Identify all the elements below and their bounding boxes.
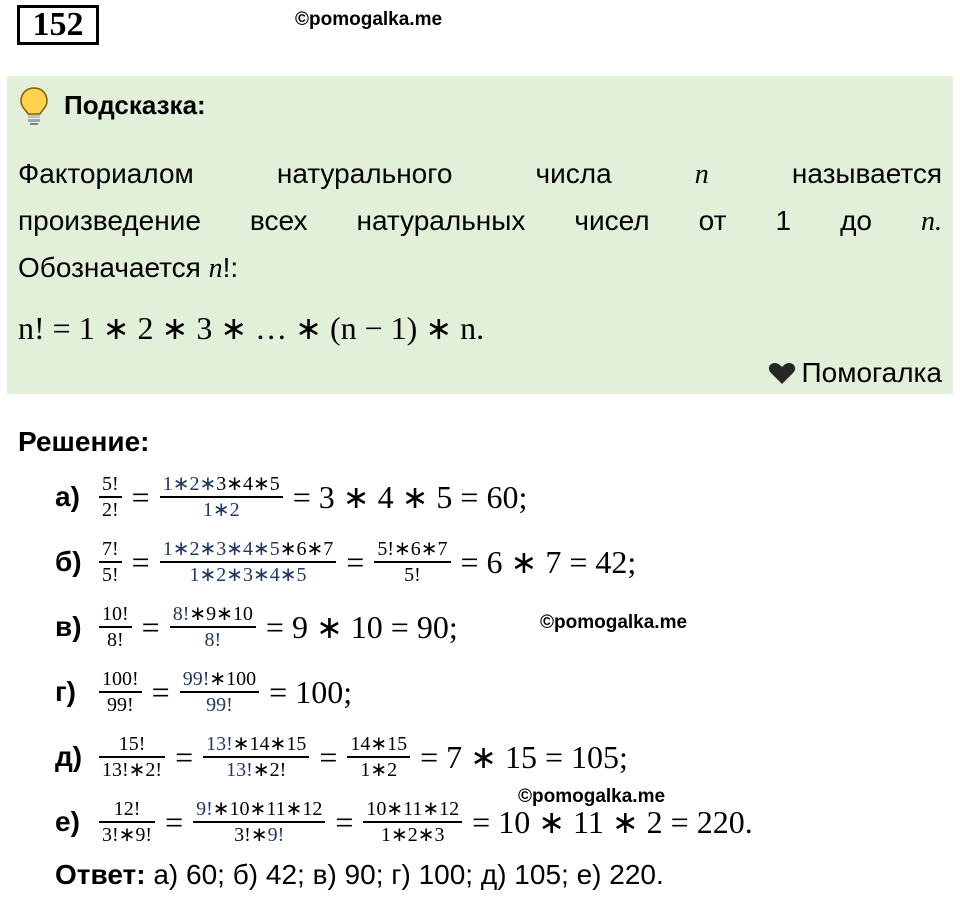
solution-row-d: д) $\frac{15!}{13!∗2!}$ = $\frac{13!∗14∗15}{13!∗2!}$ = $\frac{14∗15}{1∗2}$ = 7 ∗ 15 = 105; <box>55 733 628 781</box>
heart-icon <box>768 361 796 385</box>
factorial-formula: n! = 1 ∗ 2 ∗ 3 ∗ … ∗ (n − 1) ∗ n. <box>18 310 485 346</box>
hint-line-3: Обозначается n!: <box>18 252 239 284</box>
solution-row-g: г) $\frac{100!}{99!}$ = $\frac{99!∗100}{99!}$ = 100; <box>55 668 353 716</box>
task-number: 152 <box>17 5 99 45</box>
watermark-2: ©pomogalka.me <box>540 612 688 633</box>
answer-line: Ответ: а) 60; б) 42; в) 90; г) 100; д) 105; е) 220. <box>55 859 664 890</box>
watermark-3: ©pomogalka.me <box>518 786 666 807</box>
solution-row-e: е) $\frac{12!}{3!∗9!}$ = $\frac{9!∗10∗11∗12}{3!∗9!}$ = $\frac{10∗11∗12}{1∗2∗3}$ = 10 ∗ 11 ∗ 2 = 220. <box>55 798 753 846</box>
solution-row-b: б) $\frac{7!}{5!}$ = $\frac{1∗2∗3∗4∗5∗6∗7}{1∗2∗3∗4∗5}$ = $\frac{5!∗6∗7}{5!}$ = 6 ∗ 7 = 42; <box>55 538 637 586</box>
hint-line-1: Факториалом натурального числа n называется <box>18 158 943 190</box>
solution-title: Решение: <box>18 426 150 457</box>
solution-row-a: а) $\frac{5!}{2!}$ = $\frac{1∗2∗3∗4∗5}{1∗2}$ = 3 ∗ 4 ∗ 5 = 60; <box>55 473 528 521</box>
hint-line-2: произведение всех натуральных чисел от 1 до n. <box>18 205 943 237</box>
solution-row-v: в) $\frac{10!}{8!}$ = $\frac{8!∗9∗10}{8!}$ = 9 ∗ 10 = 90; <box>55 603 458 651</box>
hint-title: Подсказка: <box>64 90 206 120</box>
brand-label: Помогалка <box>768 356 942 390</box>
watermark: ©pomogalka.me <box>295 9 443 30</box>
